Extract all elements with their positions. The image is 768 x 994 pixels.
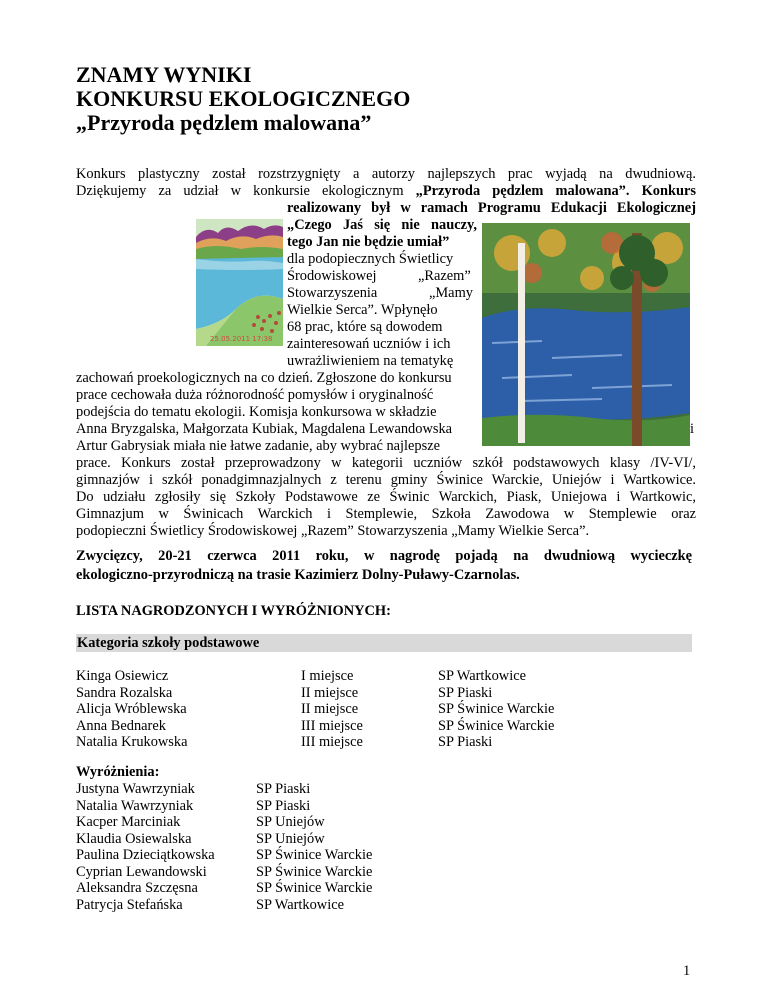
honor-school: SP Świnice Warckie [256,863,373,880]
honor-schools-column [256,781,372,913]
honor-names-column [76,781,215,913]
prize-name: Sandra Rozalska [76,684,173,701]
honor-name: Kacper Marciniak [76,814,181,830]
prize-place: III miejsce [301,734,363,750]
intro-line: „Mamy [429,285,473,301]
honor-name: Justyna Wawrzyniak [76,781,195,797]
prize-school: SP Piaski [438,734,493,750]
title-line-1: ZNAMY WYNIKI [76,62,252,87]
intro-text: Dziękujemy za udział w konkursie ekologicznym [76,183,416,199]
painting-timestamp: 25.05.2011 17:38 [210,335,273,343]
intro-line: „Czego Jaś się nie nauczy, [287,217,477,233]
honor-name: Patrycja Stefańska [76,896,183,913]
intro-line: prace. Konkurs został przeprowadzony w kategorii uczniów szkół podstawowych klasy /IV-VI/, [76,455,696,471]
title-line-3: „Przyroda pędzlem malowana” [76,110,372,135]
intro-line: gimnazjów i szkół ponadgimnazjalnych z terenu gminy Świnice Warckie, Uniejów i Wartkowice. [76,472,696,488]
category-heading: Kategoria szkoły podstawowe [77,635,260,651]
title-line-2: KONKURSU EKOLOGICZNEGO [76,86,411,111]
intro-line: zainteresowań uczniów i ich [287,336,451,352]
honor-school: SP Uniejów [256,830,325,847]
prize-name: Anna Bednarek [76,717,166,734]
intro-line: podejścia do tematu ekologii. Komisja konkursowa w składzie [76,404,437,420]
prize-school: SP Wartkowice [438,668,526,684]
winners-note-line: Zwycięzcy, 20-21 czerwca 2011 roku, w nagrodę pojadą na dwudniową wycieczkę [76,548,692,564]
page-number: 1 [683,963,691,979]
prize-names-column [76,668,188,751]
prize-school: SP Świnice Warckie [438,701,555,717]
intro-line: „Razem” [418,268,471,284]
intro-bold: „Przyroda pędzlem malowana”. Konkurs [415,183,696,199]
painting-landscape-image [196,219,283,346]
honor-name: Paulina Dzieciątkowska [76,847,215,863]
prize-school: SP Piaski [438,684,493,701]
honor-name: Klaudia Osiewalska [76,830,192,847]
page-title [76,63,410,135]
prize-name: Natalia Krukowska [76,734,188,750]
honors-heading: Wyróżnienia: [76,764,160,780]
prize-schools-column [438,668,554,751]
honor-school: SP Uniejów [256,814,325,830]
intro-line: Środowiskowej [287,268,377,284]
intro-line: Stowarzyszenia [287,285,378,301]
prize-name: Alicja Wróblewska [76,701,187,717]
prize-place: I miejsce [301,668,354,684]
honor-name: Aleksandra Szczęsna [76,880,198,896]
honor-school: SP Świnice Warckie [256,847,373,863]
prize-places-column [301,668,363,751]
painting-forest-lake-image [482,223,690,446]
prize-name: Kinga Osiewicz [76,668,169,684]
intro-line: tego Jan nie będzie umiał” [287,234,450,250]
intro-line: Anna Bryzgalska, Małgorzata Kubiak, Magdalena Lewandowska [76,421,453,437]
intro-line [76,183,696,200]
winners-note-line: ekologiczno-przyrodniczą na trasie Kazimierz Dolny-Puławy-Czarnolas. [76,567,520,583]
honor-school: SP Świnice Warckie [256,880,373,896]
intro-line: Wielkie Serca”. Wpłynęło [287,302,438,318]
honor-school: SP Piaski [256,781,311,797]
intro-line: realizowany był w ramach Programu Edukacji Ekologicznej [287,200,696,216]
intro-line: zachowań proekologicznych na co dzień. Zgłoszone do konkursu [76,370,452,386]
list-heading: LISTA NAGRODZONYCH I WYRÓŻNIONYCH: [76,603,391,619]
prize-place: II miejsce [301,684,359,701]
intro-line: dla podopiecznych Świetlicy [287,251,454,267]
intro-line: i [690,421,694,437]
intro-line: Do udziału zgłosiły się Szkoły Podstawowe ze Świnic Warckich, Piask, Uniejowa i Wartkowic, [76,489,696,505]
honor-name: Cyprian Lewandowski [76,863,207,880]
intro-line: 68 prac, które są dowodem [287,319,443,335]
intro-line: Konkurs plastyczny został rozstrzygnięty a autorzy najlepszych prac wyjadą na dwudniową. [76,166,696,182]
prize-school: SP Świnice Warckie [438,717,555,734]
intro-line: podopieczni Świetlicy Środowiskowej „Razem” Stowarzyszenia „Mamy Wielkie Serca”. [76,523,590,539]
honor-school: SP Wartkowice [256,896,344,913]
honor-name: Natalia Wawrzyniak [76,797,194,814]
intro-line: prace cechowała duża różnorodność pomysłów i oryginalność [76,387,434,403]
prize-place: III miejsce [301,717,363,734]
honor-school: SP Piaski [256,797,311,814]
intro-line: Gimnazjum w Świnicach Warckich i Stemplewie, Szkoła Zawodowa w Stemplewie oraz [76,506,696,522]
prize-place: II miejsce [301,701,359,717]
intro-line: uwrażliwieniem na tematykę [287,353,454,369]
intro-line: Artur Gabrysiak miała nie łatwe zadanie, aby wybrać najlepsze [76,438,441,454]
